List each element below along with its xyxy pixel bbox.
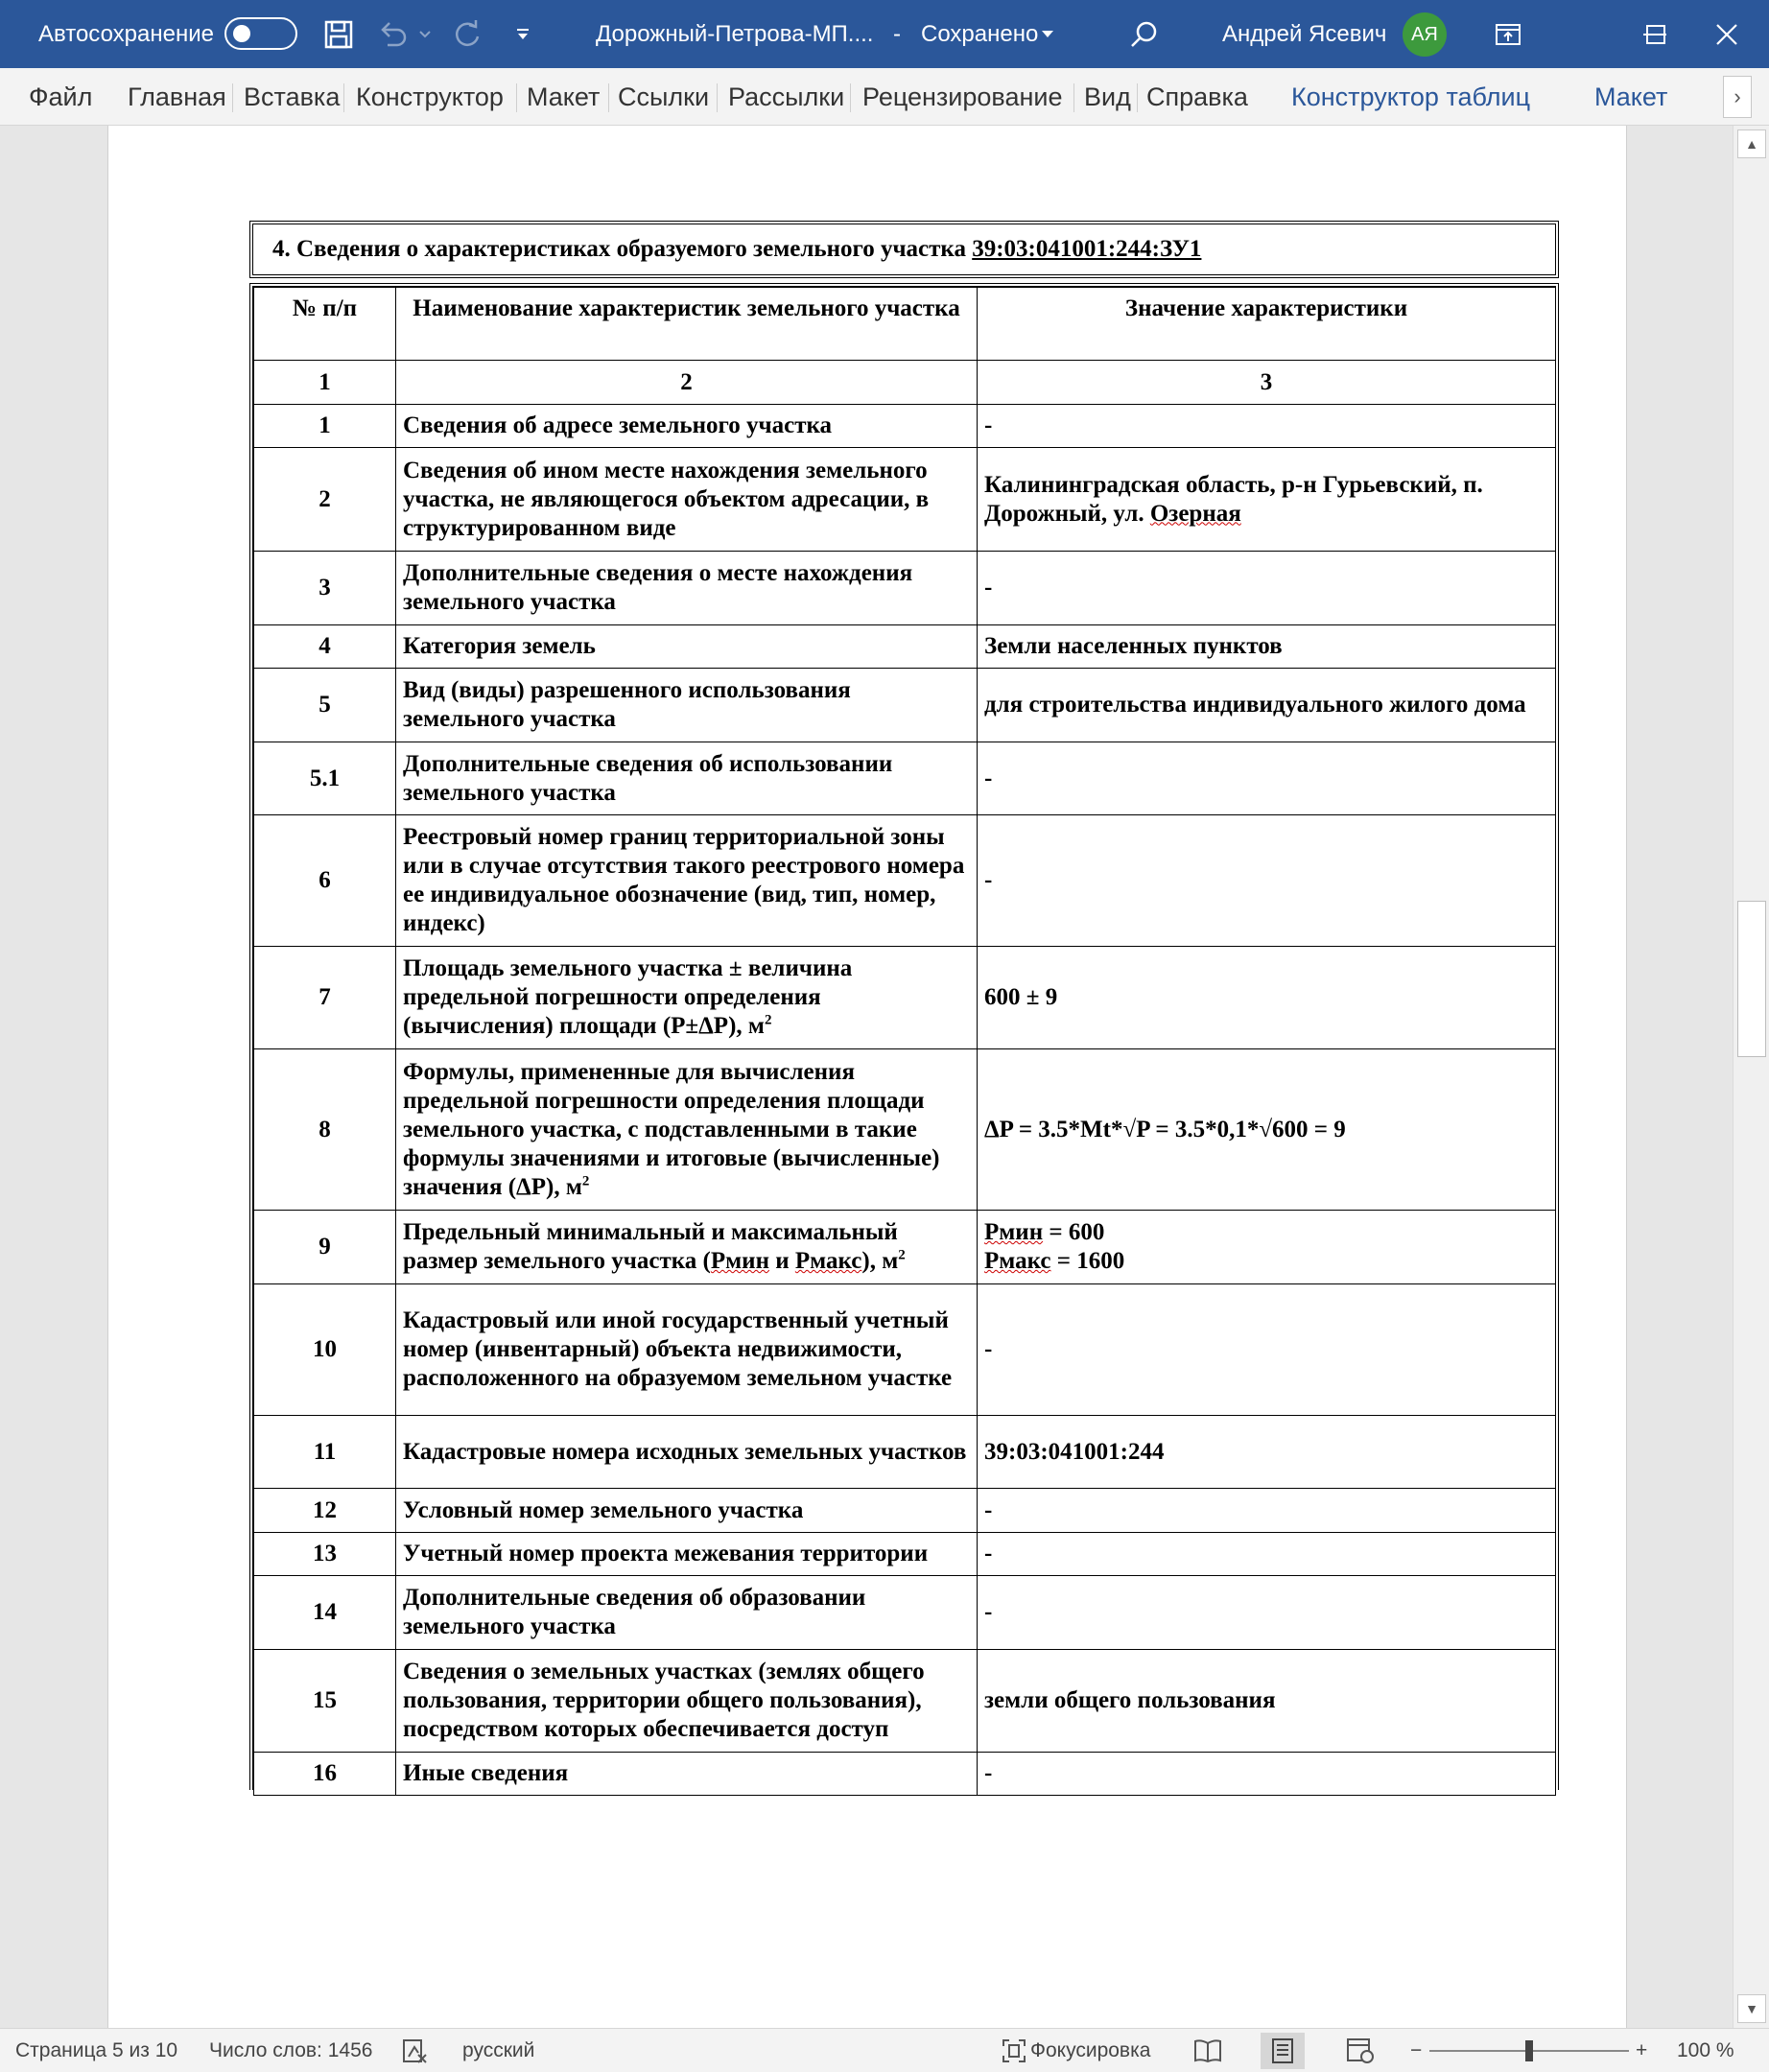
customize-toolbar-icon[interactable] [511,0,534,68]
tab-table-design[interactable]: Конструктор таблиц [1291,82,1531,111]
characteristics-table[interactable] [249,283,1559,1790]
row-name: Категория земель [396,625,978,669]
header-cell: № п/п [254,288,396,361]
save-status[interactable]: Сохранено [921,21,1039,47]
scroll-up-icon[interactable]: ▲ [1737,130,1766,158]
row-name: Площадь земельного участка ± величина предельной погрешности определения (вычисления) площади (P±ΔP), $м^2$ [396,947,978,1049]
zoom-slider-thumb[interactable] [1525,2040,1533,2061]
row-name: Сведения о земельных участках (землях общего пользования, территории общего пользования), посредством которых обеспечивается доступ [396,1650,978,1753]
row-value: Pмин = 600 Pмакс = 1600 [978,1211,1556,1284]
table-row[interactable] [254,405,1556,448]
proofing-icon[interactable] [392,2033,436,2069]
row-value: - [978,1576,1556,1650]
tab-review[interactable]: Рецензирование [862,82,1063,111]
row-number: 3 [254,552,396,625]
row-name: Дополнительные сведения об образовании земельного участка [396,1576,978,1650]
column-number: 1 [254,361,396,405]
maximize-icon[interactable] [1637,0,1675,68]
row-name: Дополнительные сведения об использовании земельного участка [396,742,978,815]
row-name: Сведения об адресе земельного участка [396,405,978,448]
row-name: Условный номер земельного участка [396,1489,978,1533]
save-icon[interactable] [319,0,358,68]
table-row[interactable] [254,625,1556,669]
row-name: Вид (виды) разрешенного использования земельного участка [396,669,978,742]
search-icon[interactable] [1124,0,1163,68]
row-number: 16 [254,1753,396,1796]
row-name: Формулы, примененные для вычисления предельной погрешности определения площади земельного участка, с подставленными в такие формулы значениями и итоговые (вычисленные) значения (ΔP), $м^2$ [396,1049,978,1211]
row-number: 5 [254,669,396,742]
web-layout-icon[interactable] [1338,2033,1382,2069]
row-number: 6 [254,815,396,947]
row-name: Дополнительные сведения о месте нахождения земельного участка [396,552,978,625]
row-value: 39:03:041001:244 [978,1416,1556,1489]
zoom-level[interactable]: 100 % [1677,2039,1734,2061]
section-title-text: 4. Сведения о характеристиках образуемого земельного участка [272,236,966,262]
row-number: 2 [254,448,396,552]
column-number-row [254,361,1556,405]
zoom-in-button[interactable]: + [1636,2039,1648,2061]
row-number: 12 [254,1489,396,1533]
tab-file[interactable]: Файл [29,82,93,111]
row-name: Кадастровые номера исходных земельных участков [396,1416,978,1489]
row-value: - [978,1284,1556,1416]
row-number: 5.1 [254,742,396,815]
table-row[interactable] [254,448,1556,552]
status-bar [0,2028,1769,2072]
row-value: - [978,1533,1556,1576]
row-name: Реестровый номер границ территориальной зоны или в случае отсутствия такого реестрового номера ее индивидуальное обозначение (вид, тип, номер, индекс) [396,815,978,947]
header-cell: Наименование характеристик земельного участка [396,288,978,361]
tab-design[interactable]: Конструктор [356,82,504,111]
row-value: земли общего пользования [978,1650,1556,1753]
row-number: 11 [254,1416,396,1489]
document-page[interactable] [107,126,1627,2028]
page-count[interactable]: Страница 5 из 10 [15,2039,178,2061]
table-row[interactable] [254,742,1556,815]
document-name[interactable]: Дорожный-Петрова-МП.... [596,21,874,47]
focus-mode-button[interactable]: Фокусировка [1030,2039,1151,2061]
row-number: 13 [254,1533,396,1576]
tab-table-layout[interactable]: Макет [1594,82,1668,111]
table-row[interactable] [254,1576,1556,1650]
undo-dropdown-icon[interactable] [415,0,435,68]
table-header-row [254,288,1556,361]
table-row[interactable] [254,1416,1556,1489]
row-number: 15 [254,1650,396,1753]
row-value: - [978,1489,1556,1533]
table-row[interactable] [254,1489,1556,1533]
close-icon[interactable] [1708,0,1746,68]
table-row[interactable] [254,1533,1556,1576]
vertical-scrollbar[interactable] [1733,126,1769,2028]
column-number: 2 [396,361,978,405]
row-number: 10 [254,1284,396,1416]
title-separator: - [893,21,901,47]
tab-references[interactable]: Ссылки [618,82,710,111]
save-status-dropdown-icon[interactable] [1036,0,1059,68]
row-number: 7 [254,947,396,1049]
tab-insert[interactable]: Вставка [244,82,341,111]
user-name[interactable]: Андрей Ясевич [1222,21,1387,47]
row-name: Иные сведения [396,1753,978,1796]
word-count[interactable]: Число слов: 1456 [209,2039,373,2061]
row-value: - [978,815,1556,947]
row-number: 8 [254,1049,396,1211]
row-value: 600 ± 9 [978,947,1556,1049]
scroll-down-icon[interactable]: ▼ [1737,1994,1766,2023]
row-name: Учетный номер проекта межевания территории [396,1533,978,1576]
ribbon-tabs [0,68,1769,126]
table-row[interactable] [254,1753,1556,1796]
row-name: Кадастровый или иной государственный учетный номер (инвентарный) объекта недвижимости, расположенного на образуемом земельном участке [396,1284,978,1416]
row-number: 14 [254,1576,396,1650]
column-number: 3 [978,361,1556,405]
table-row[interactable] [254,947,1556,1049]
row-name: Сведения об ином месте нахождения земельного участка, не являющегося объектом адресации, в структурированном виде [396,448,978,552]
row-value: ΔP = 3.5*Mt*√P = 3.5*0,1*√600 = 9 [978,1049,1556,1211]
row-value: - [978,742,1556,815]
tab-layout[interactable]: Макет [527,82,601,111]
autosave-label: Автосохранение [38,21,214,47]
table-row[interactable] [254,1284,1556,1416]
user-avatar[interactable]: АЯ [1403,12,1447,57]
tab-mailings[interactable]: Рассылки [728,82,845,111]
row-name: Предельный минимальный и максимальный размер земельного участка (Pмин и Pмакс), $м^2$ [396,1211,978,1284]
autosave-toggle[interactable] [224,17,297,50]
language[interactable]: русский [462,2039,535,2061]
row-value: для строительства индивидуального жилого дома [978,669,1556,742]
document-canvas [0,126,1733,2028]
tab-home[interactable]: Главная [128,82,226,111]
row-value: - [978,552,1556,625]
ribbon-display-options-icon[interactable] [1491,0,1525,68]
table-row[interactable] [254,815,1556,947]
section-title [249,221,1559,278]
row-number: 1 [254,405,396,448]
undo-icon[interactable] [374,0,413,68]
table-row[interactable] [254,669,1556,742]
row-value: Земли населенных пунктов [978,625,1556,669]
header-cell: Значение характеристики [978,288,1556,361]
title-bar [0,0,1769,68]
row-value: - [978,405,1556,448]
table-row[interactable] [254,1049,1556,1211]
scrollbar-thumb[interactable] [1737,901,1766,1057]
ribbon-scroll-right-button[interactable]: › [1723,76,1752,118]
row-value: Калининградская область, р-н Гурьевский, п. Дорожный, ул. Озерная [978,448,1556,552]
row-number: 4 [254,625,396,669]
tab-view[interactable]: Вид [1084,82,1131,111]
zoom-out-button[interactable]: − [1410,2039,1423,2061]
print-layout-icon[interactable] [1261,2033,1305,2069]
table-row[interactable] [254,1211,1556,1284]
tab-help[interactable]: Справка [1146,82,1248,111]
read-mode-icon[interactable] [1186,2033,1230,2069]
row-value: - [978,1753,1556,1796]
redo-icon[interactable] [448,0,486,68]
parcel-id: 39:03:041001:244:ЗУ1 [972,236,1202,262]
row-number: 9 [254,1211,396,1284]
table-row[interactable] [254,1650,1556,1753]
table-row[interactable] [254,552,1556,625]
